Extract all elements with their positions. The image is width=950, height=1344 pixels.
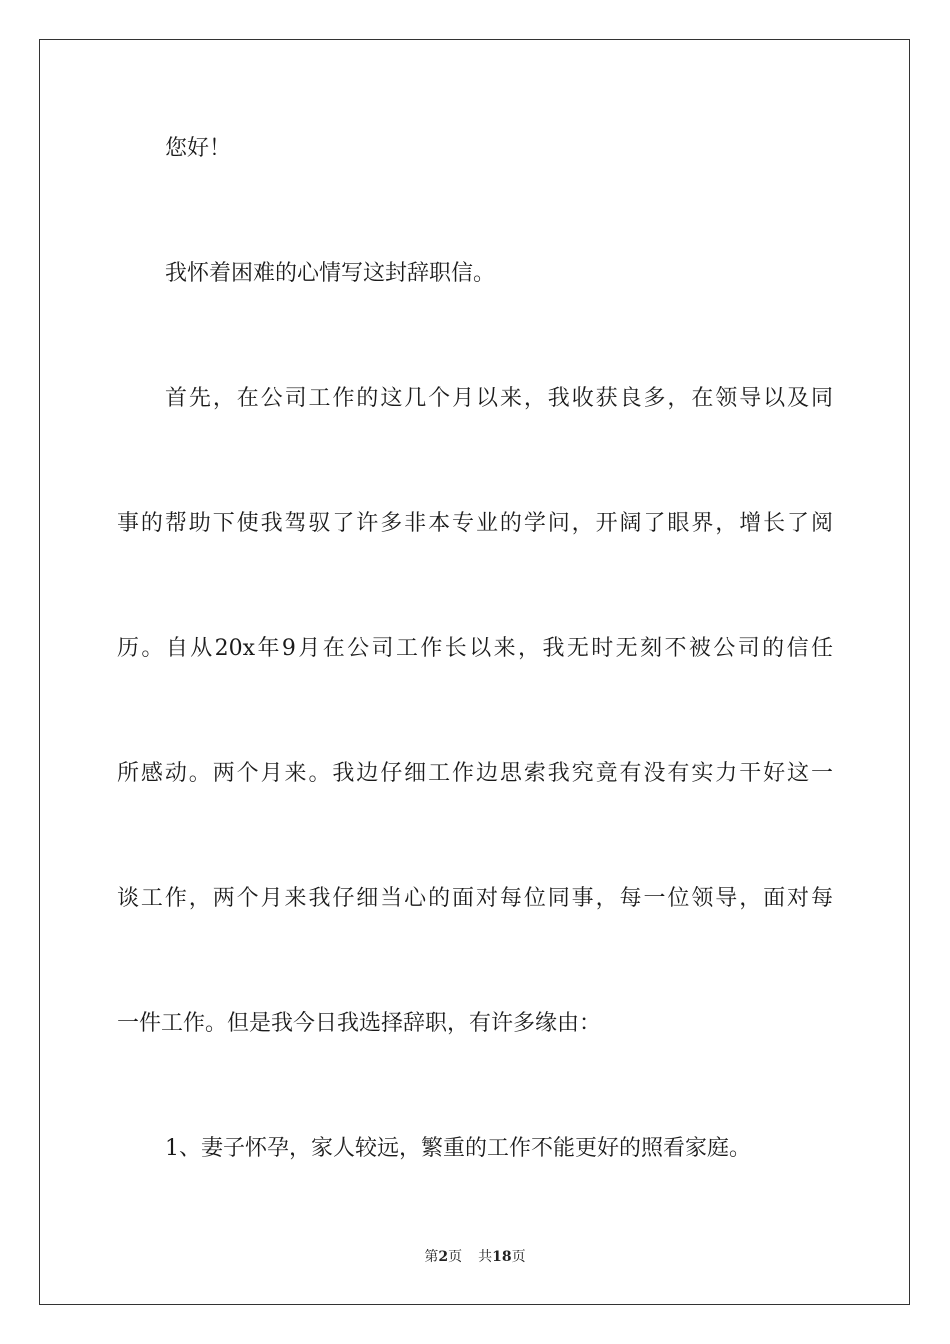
total-pages: 18 [492,1249,512,1265]
total-suffix: 页 [511,1249,526,1265]
list-item: 1、妻子怀孕，家人较远，繁重的工作不能更好的照看家庭。 [165,1136,751,1161]
page-number: 2 [438,1249,449,1265]
body-line: 我怀着困难的心情写这封辞职信。 [165,261,496,286]
body-line: 谈工作，两个月来我仔细当心的面对每位同事，每一位领导，面对每 [117,886,833,911]
body-line: 所感动。两个月来。我边仔细工作边思索我究竟有没有实力干好这一 [117,761,833,786]
page-suffix: 页 [448,1249,463,1265]
page-frame [39,39,910,1305]
page-footer [0,1248,950,1266]
body-line: 一件工作。但是我今日我选择辞职，有许多缘由： [117,1011,602,1036]
total-prefix: 共 [478,1249,493,1265]
body-line: 历。自从20x年9月在公司工作长以来，我无时无刻不被公司的信任 [117,636,833,661]
body-line: 首先，在公司工作的这几个月以来，我收获良多，在领导以及同 [165,386,833,411]
body-line: 事的帮助下使我驾驭了许多非本专业的学问，开阔了眼界，增长了阅 [117,511,833,536]
greeting-line: 您好！ [165,136,232,161]
page-prefix: 第 [424,1249,439,1265]
